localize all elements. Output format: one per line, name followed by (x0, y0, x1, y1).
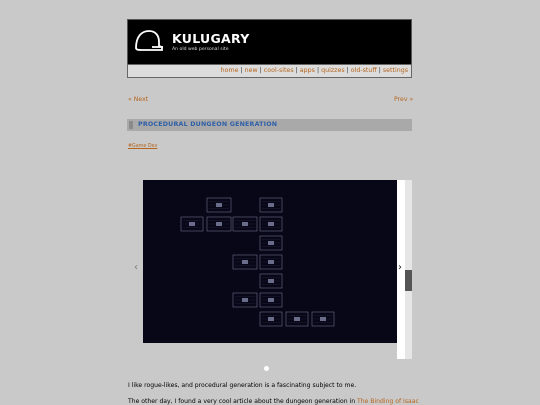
site-header (127, 19, 412, 79)
carousel-scroll-thumb[interactable] (405, 270, 412, 291)
site-title: KULUGARY (172, 31, 250, 46)
prev-post-link[interactable]: Prev » (394, 96, 414, 103)
chevron-left-icon[interactable]: ‹ (134, 262, 138, 273)
next-post-link[interactable]: « Next (128, 96, 149, 103)
nav-new[interactable]: new (244, 67, 258, 74)
post-tag-link[interactable]: #Game Dev (128, 144, 158, 149)
nav-separator: | (316, 67, 320, 74)
binding-of-isaac-link[interactable]: The Binding of Isaac (357, 398, 419, 405)
nav-settings[interactable]: settings (382, 67, 408, 74)
nav-separator: | (346, 67, 349, 74)
nav-separator: | (259, 67, 262, 74)
nav-cool-sites[interactable]: cool-sites (263, 67, 294, 74)
nav-separator: | (295, 67, 298, 74)
post-paragraph: I like rogue-likes, and procedural generation is a fascinating subject to me. (128, 382, 357, 389)
site-subtitle: An old web personal site (172, 47, 229, 52)
site-banner[interactable] (127, 19, 412, 65)
cap-logo-icon (132, 26, 164, 58)
nav-apps[interactable]: apps (299, 67, 315, 74)
title-marker (129, 121, 133, 129)
nav-separator: | (378, 67, 381, 74)
post-paragraph-text: The other day, I found a very cool article about the dungeon generation in (128, 398, 357, 405)
main-nav (127, 64, 412, 78)
nav-old-stuff[interactable]: old-stuff (350, 67, 377, 74)
chevron-right-icon[interactable]: › (398, 262, 402, 273)
post-title: PROCEDURAL DUNGEON GENERATION (138, 121, 278, 128)
nav-separator: | (240, 67, 243, 74)
nav-home[interactable]: home (220, 67, 239, 74)
post-title-bar (127, 119, 412, 131)
nav-quizzes[interactable]: quizzes (321, 67, 345, 74)
post-paragraph (128, 398, 419, 405)
carousel-dot[interactable] (264, 366, 269, 371)
dungeon-map-image (143, 180, 397, 343)
